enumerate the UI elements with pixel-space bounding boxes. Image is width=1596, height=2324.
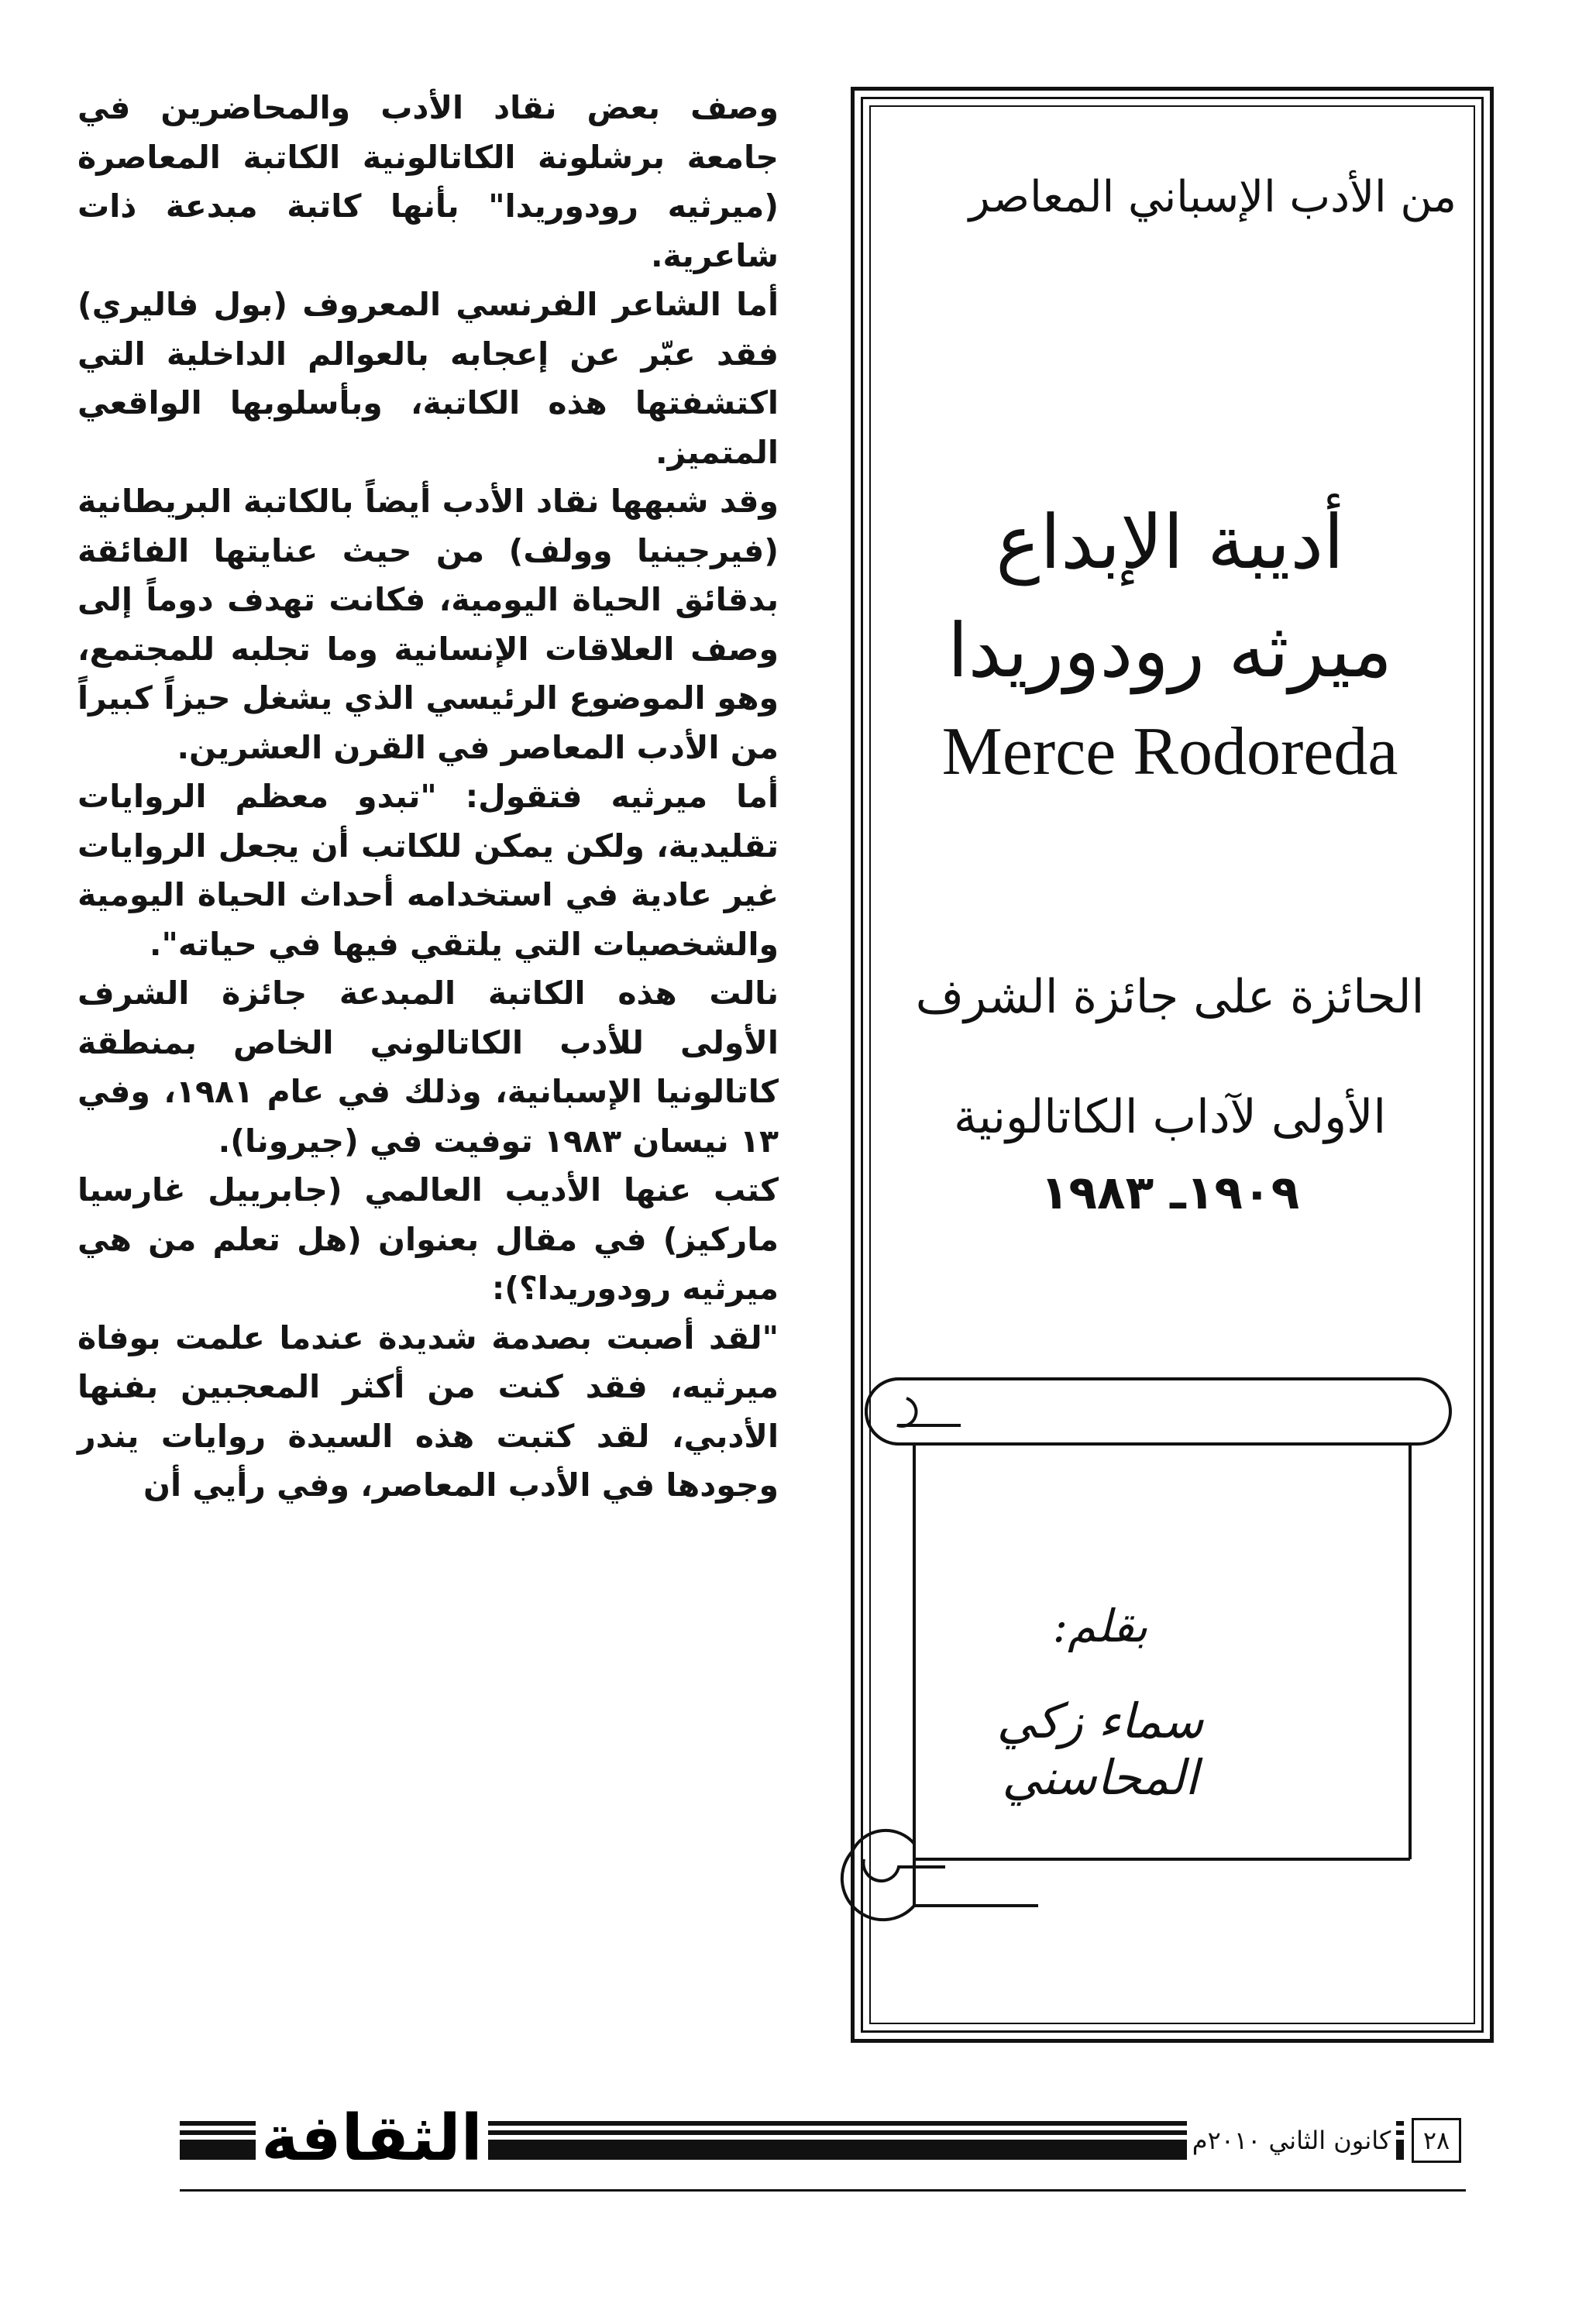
article-paragraph-6: كتب عنها الأديب العالمي (جابرييل غارسيا ماركيز) في مقال بعنوان (هل تعلم من هي ميرثيه رودوريدا؟): — [77, 1171, 779, 1307]
footer-rule — [180, 2189, 1466, 2192]
article-title — [883, 488, 1457, 705]
article-paragraph-2: أما الشاعر الفرنسي المعروف (بول فاليري) فقد عبّر عن إعجابه بالعوالم الداخلية التي اكتشفتها هذه الكاتبة، وبأسلوبها الواقعي المتميز. — [77, 286, 779, 471]
award-caption-line-2: الأولى لآداب الكاتالونية — [954, 1090, 1386, 1144]
series-heading: من الأدب الإسباني المعاصر — [968, 172, 1457, 222]
magazine-masthead: الثقافة — [256, 2104, 488, 2174]
award-caption — [883, 937, 1457, 1177]
byline-label: بقلم: — [1052, 1600, 1148, 1652]
article-title-line-1: أديبة الإبداع — [996, 499, 1344, 586]
article-paragraph-7: "لقد أصبت بصدمة شديدة عندما علمت بوفاة ميرثيه، فقد كنت من أكثر المعجبين بفنها الأدبي، لقد كتبت هذه السيدة روايات يندر وجودها في الأدب المعاصر، وفي رأيي أن — [77, 1318, 779, 1504]
article-title-english: Merce Rodoreda — [941, 714, 1398, 789]
issue-date: كانون الثاني ٢٠١٠م — [1187, 2119, 1396, 2161]
author-name: سماء زكي المحاسني — [996, 1693, 1204, 1806]
article-paragraph-4: أما ميرثيه فتقول: "تبدو معظم الروايات تقليدية، ولكن يمكن للكاتب أن يجعل الروايات غير عادية في استخدامه أحداث الحياة اليومية والشخصيات التي يلتقي فيها في حياته". — [77, 778, 779, 963]
page-number: ٢٨ — [1412, 2118, 1461, 2163]
article-title-line-2: ميرثه رودوريدا — [947, 607, 1393, 694]
article-paragraph-3: وقد شبهها نقاد الأدب أيضاً بالكاتبة البريطانية (فيرجينيا وولف) من حيث عنايتها الفائقة بدقائق الحياة اليومية، فكانت تهدف دوماً إلى وصف العلاقات الإنسانية وما تجلبه للمجتمع، وهو الموضوع الرئيسي الذي يشغل حيزاً كبيراً من الأدب المعاصر في القرن العشرين. — [77, 483, 779, 766]
award-caption-line-1: الحائزة على جائزة الشرف — [915, 970, 1425, 1024]
article-paragraph-5: نالت هذه الكاتبة المبدعة جائزة الشرف الأولى للأدب الكاتالوني الخاص بمنطقة كاتالونيا الإسبانية، وذلك في عام ١٩٨١، وفي ١٣ نيسان ١٩٨٣ توفيت في (جيرونا). — [77, 975, 779, 1160]
article-paragraph-1: وصف بعض نقاد الأدب والمحاضرين في جامعة برشلونة الكاتالونية الكاتبة المعاصرة (ميرثيه رودوريدا" بأنها كاتبة مبدعة ذات شاعرية. — [77, 89, 779, 274]
article-body — [77, 84, 779, 1511]
life-years: ١٩٠٩ـ ١٩٨٣ — [1040, 1166, 1300, 1220]
